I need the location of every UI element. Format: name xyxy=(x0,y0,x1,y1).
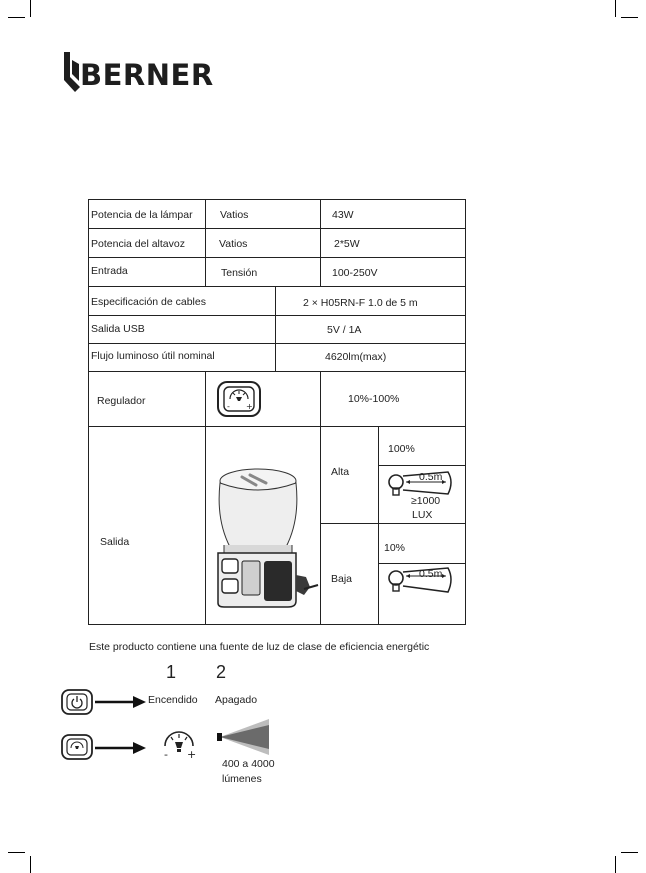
legend-number-2: 2 xyxy=(216,662,227,682)
crop-mark xyxy=(621,852,638,853)
crop-mark xyxy=(30,856,31,873)
crop-mark xyxy=(30,0,31,17)
usb-label: Salida USB xyxy=(91,323,145,335)
output-low-label: Baja xyxy=(331,573,353,585)
speaker-power-unit: Vatios xyxy=(219,238,248,250)
input-value: 100-250V xyxy=(332,267,378,279)
speaker-power-label: Potencia del altavoz xyxy=(91,238,185,250)
dimmer-button-icon xyxy=(60,733,94,761)
dimmer-value: 10%-100% xyxy=(348,393,400,405)
cable-label: Especificación de cables xyxy=(91,296,206,308)
legend-range-line2: lúmenes xyxy=(222,773,262,785)
crop-mark xyxy=(615,0,616,17)
lamp-power-unit: Vatios xyxy=(220,209,249,221)
legend-number-1: 1 xyxy=(166,662,177,682)
legend-on-label: Encendido xyxy=(148,694,198,706)
flux-value: 4620lm(max) xyxy=(325,351,387,363)
berner-logo-icon xyxy=(62,50,82,94)
svg-text:+: + xyxy=(246,402,253,411)
svg-text:-: - xyxy=(227,402,230,411)
output-high-lux-unit: LUX xyxy=(412,509,433,521)
output-low-percent: 10% xyxy=(384,542,406,554)
work-light-illustration xyxy=(210,465,320,615)
legend-range-line1: 400 a 4000 xyxy=(222,758,275,770)
crop-mark xyxy=(621,17,638,18)
speaker-power-value: 2*5W xyxy=(334,238,360,250)
input-label: Entrada xyxy=(91,265,128,277)
usb-value: 5V / 1A xyxy=(327,324,362,336)
dimmer-label: Regulador xyxy=(97,395,146,407)
svg-text:+: + xyxy=(187,748,197,760)
dimmer-button-icon xyxy=(215,379,263,419)
svg-text:-: - xyxy=(164,748,168,760)
output-high-lux: ≥1000 xyxy=(411,495,441,507)
light-beam-icon xyxy=(214,717,272,757)
arrow-right-icon xyxy=(95,741,147,755)
brand-name: BERNER xyxy=(80,58,214,92)
cable-value: 2 × H05RN-F 1.0 de 5 m xyxy=(303,297,418,309)
power-button-icon xyxy=(60,688,94,716)
crop-mark xyxy=(8,852,25,853)
output-label: Salida xyxy=(100,536,130,548)
crop-mark xyxy=(615,856,616,873)
output-high-percent: 100% xyxy=(388,443,415,455)
energy-note: Este producto contiene una fuente de luz de clase de eficiencia energétic xyxy=(89,641,430,653)
input-unit: Tensión xyxy=(221,267,258,279)
lamp-power-label: Potencia de la lámpar xyxy=(91,209,193,221)
lamp-power-value: 43W xyxy=(332,209,354,221)
flux-label: Flujo luminoso útil nominal xyxy=(91,350,215,362)
output-high-distance: 0.5m xyxy=(419,471,443,483)
legend-off-label: Apagado xyxy=(215,694,258,706)
crop-mark xyxy=(8,17,25,18)
output-low-distance: 0.5m xyxy=(419,568,443,580)
brightness-adjust-icon xyxy=(160,728,198,760)
arrow-right-icon xyxy=(95,695,147,709)
output-high-label: Alta xyxy=(331,466,350,478)
